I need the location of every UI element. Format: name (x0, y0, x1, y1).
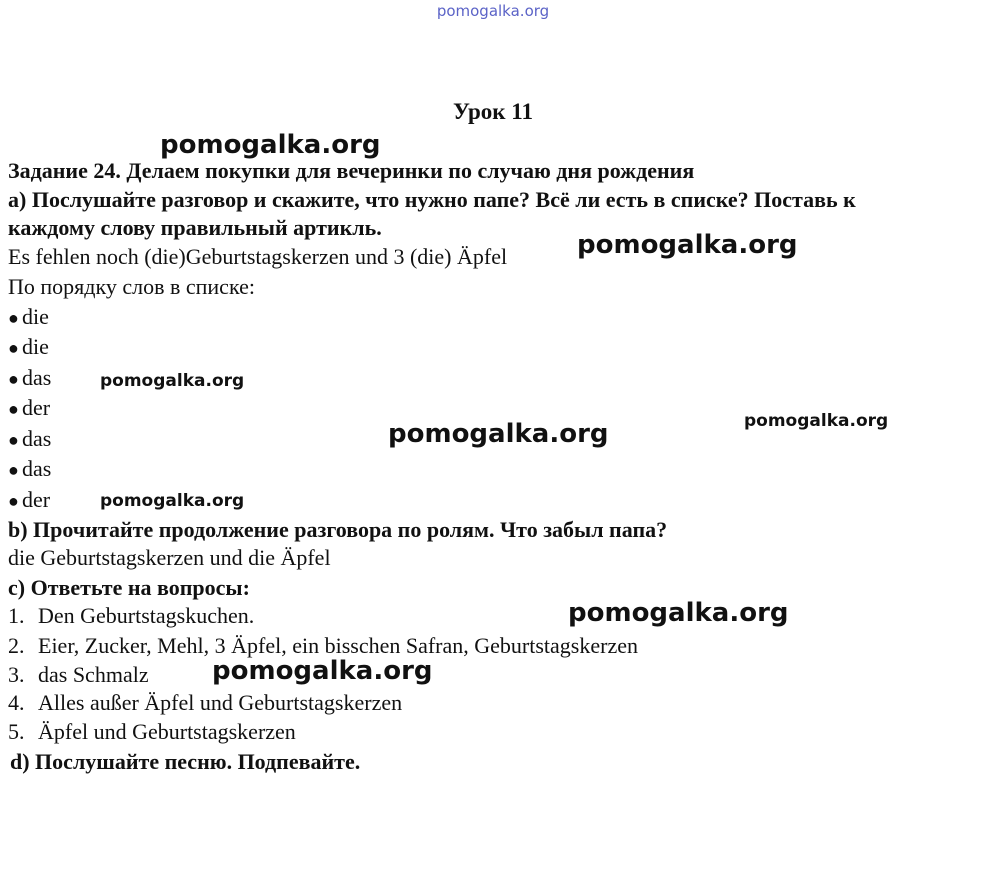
answer-number: 4. (8, 690, 25, 715)
answer-number: 1. (8, 603, 25, 628)
answer-number: 3. (8, 662, 25, 687)
part-c-question: c) Ответьте на вопросы: (8, 575, 250, 600)
article-text: der (22, 487, 51, 512)
list-item (8, 486, 50, 515)
part-b-question: b) Прочитайте продолжение разговора по ролям. Что забыл папа? (8, 517, 668, 542)
part-a-answer: Es fehlen noch (die)Geburtstagskerzen und 3 (die) Äpfel (8, 244, 508, 269)
watermark-text: pomogalka.org (100, 371, 245, 391)
list-item (8, 333, 49, 362)
bullet-icon: ● (8, 338, 19, 358)
lesson-title: Урок 11 (452, 99, 534, 124)
part-d-question: d) Послушайте песню. Подпевайте. (10, 749, 361, 774)
list-item (8, 303, 49, 332)
watermark-text: pomogalka.org (388, 419, 609, 449)
article-text: das (22, 426, 52, 451)
watermark-text: pomogalka.org (744, 411, 889, 431)
list-item (8, 364, 51, 393)
part-a-question-line1: а) Послушайте разговор и скажите, что нужно папе? Всё ли есть в списке? Поставь к (8, 187, 856, 212)
article-text: die (22, 304, 49, 329)
list-item (8, 661, 149, 689)
list-item (8, 689, 402, 717)
bullet-icon: ● (8, 460, 19, 480)
watermark-text: pomogalka.org (160, 130, 381, 160)
bullet-icon: ● (8, 369, 19, 389)
watermark-text: pomogalka.org (568, 598, 789, 628)
answer-text: Äpfel und Geburtstagskerzen (38, 719, 296, 744)
article-text: die (22, 334, 49, 359)
bullet-icon: ● (8, 308, 19, 328)
answer-text: das Schmalz (38, 662, 149, 687)
watermark-text: pomogalka.org (212, 656, 433, 686)
part-a-order-label: По порядку слов в списке: (8, 274, 255, 299)
list-item (8, 602, 254, 630)
watermark-text: pomogalka.org (100, 491, 245, 511)
answer-number: 2. (8, 633, 25, 658)
task-title: Задание 24. Делаем покупки для вечеринки по случаю дня рождения (8, 158, 695, 183)
top-watermark: pomogalka.org (436, 2, 550, 20)
bullet-icon: ● (8, 491, 19, 511)
list-item (8, 425, 51, 454)
answer-text: Alles außer Äpfel und Geburtstagskerzen (38, 690, 403, 715)
part-a-question-line2: каждому слову правильный артикль. (8, 215, 382, 240)
answer-text: Eier, Zucker, Mehl, 3 Äpfel, ein bisschen Safran, Geburtstagskerzen (38, 633, 638, 658)
part-b-answer: die Geburtstagskerzen und die Äpfel (8, 545, 331, 570)
article-text: das (22, 456, 52, 481)
article-text: der (22, 395, 51, 420)
bullet-icon: ● (8, 430, 19, 450)
list-item (8, 455, 51, 484)
answer-text: Den Geburtstagskuchen. (38, 603, 255, 628)
answer-number: 5. (8, 719, 25, 744)
list-item (8, 394, 50, 423)
bullet-icon: ● (8, 399, 19, 419)
article-text: das (22, 365, 52, 390)
watermark-text: pomogalka.org (577, 230, 798, 260)
list-item (8, 718, 296, 746)
